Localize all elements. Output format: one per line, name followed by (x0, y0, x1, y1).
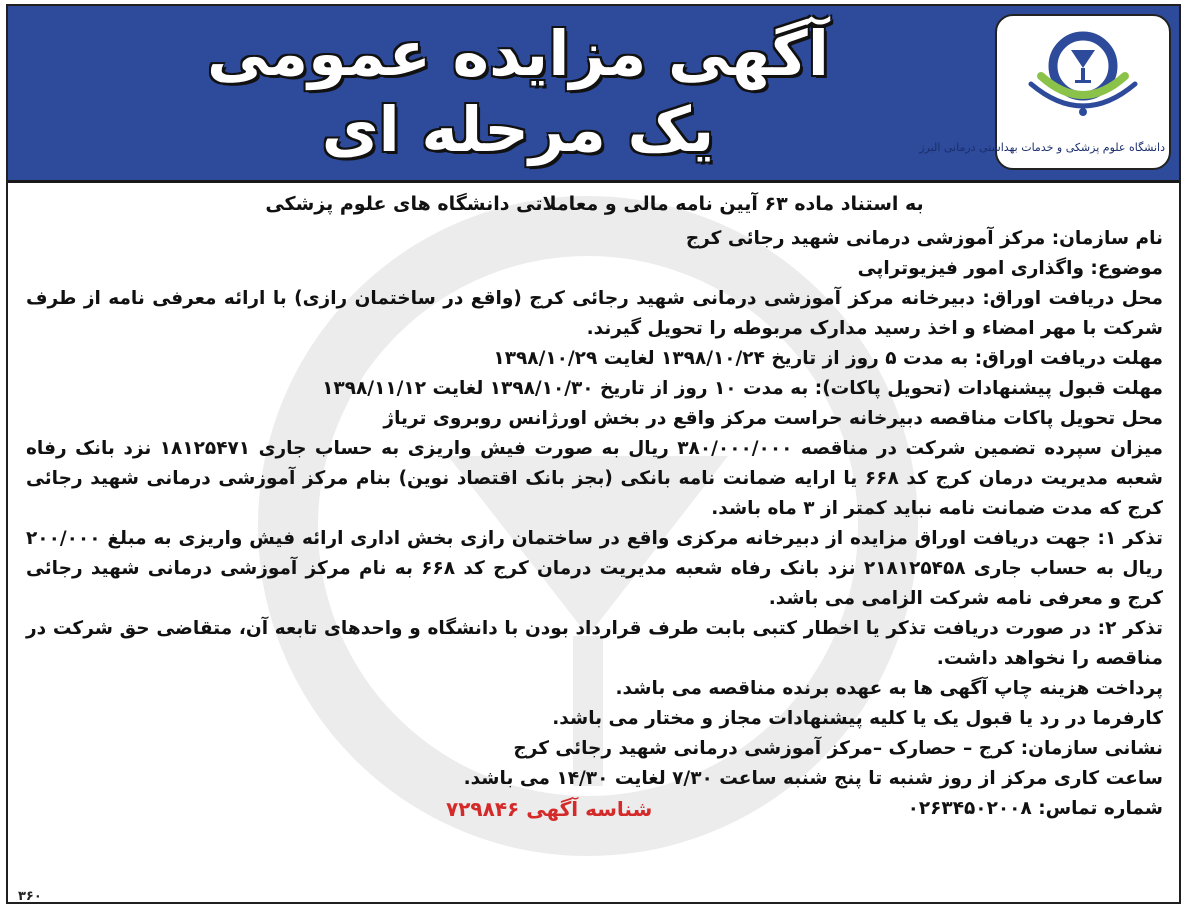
ad-frame (6, 4, 1181, 904)
title-line-2: یک مرحله ای (321, 93, 715, 166)
page-number: ۳۶۰ (18, 889, 42, 904)
footer-row (26, 794, 1163, 824)
note-2-paragraph: تذکر ۲: در صورت دریافت تذکر یا اخطار کتبی بابت طرف قرارداد بودن با دانشگاه و واحدهای تابعه آن، متقاضی حق شرکت در مناقصه را نخواهد داشت. (26, 618, 1163, 669)
ad-cost-line: پرداخت هزینه چاپ آگهی ها به عهده برنده مناقصه می باشد. (615, 678, 1163, 699)
ad-title (48, 12, 988, 172)
working-hours-line: ساعت کاری مرکز از روز شنبه تا پنج شنبه ساعت ۷/۳۰ لغایت ۱۴/۳۰ می باشد. (463, 768, 1163, 789)
documents-deadline-line: مهلت دریافت اوراق: به مدت ۵ روز از تاریخ ۱۳۹۸/۱۰/۲۴ لغایت ۱۳۹۸/۱۰/۲۹ (493, 348, 1163, 369)
proposals-deadline-line: مهلت قبول پیشنهادات (تحویل پاکات): به مدت ۱۰ روز از تاریخ ۱۳۹۸/۱۰/۳۰ لغایت ۱۳۹۸/۱۱/۱۲ (322, 378, 1163, 399)
ad-id-label: شناسه آگهی ۷۲۹۸۴۶ (446, 797, 653, 821)
deposit-paragraph: میزان سپرده تضمین شرکت در مناقصه ۳۸۰/۰۰۰/۰۰۰ ریال به صورت فیش واریزی به حساب جاری ۱۸۱۲۵۴۷۱ نزد بانک رفاه شعبه مدیریت درمان کرج کد ۶۶۸ یا ارایه ضمانت نامه بانکی (بجز بانک اقتصاد نوین) بنام مرکز آموزشی درمانی شهید رجائی کرج که مدت ضمانت نامه نباید کمتر از ۳ ماه باشد. (26, 438, 1164, 519)
phone-line: شماره تماس: ۰۲۶۳۴۵۰۲۰۰۸ (907, 798, 1163, 819)
ad-subtitle: به استناد ماده ۶۳ آیین نامه مالی و معاملاتی دانشگاه های علوم پزشکی (265, 193, 924, 215)
documents-location-line: محل دریافت اوراق: دبیرخانه مرکز آموزشی درمانی شهید رجائی کرج (واقع در ساختمان رازی) با ارائه معرفی نامه از طرف شرکت با مهر امضاء و اخذ رسید مدارک مربوطه را تحویل گیرند. (26, 288, 1163, 339)
subject-line: موضوع: واگذاری امور فیزیوتراپی (857, 258, 1163, 279)
logo-box (919, 14, 1171, 170)
title-line-1: آگهی مزایده عمومی (207, 17, 829, 90)
ad-body (26, 188, 1163, 892)
address-line: نشانی سازمان: کرج – حصارک –مرکز آموزشی درمانی شهید رجائی کرج (513, 738, 1163, 759)
delivery-location-line: محل تحویل پاکات مناقصه دبیرخانه حراست مرکز واقع در بخش اورژانس روبروی تریاژ (383, 408, 1163, 429)
logo-caption: دانشگاه علوم پزشکی و خدمات بهداشتی درمانی البرز (919, 141, 1165, 154)
university-emblem-icon (1027, 24, 1139, 124)
employer-rights-line: کارفرما در رد یا قبول یک یا کلیه پیشنهادات مجاز و مختار می باشد. (552, 708, 1163, 729)
note-1-paragraph: تذکر ۱: جهت دریافت اوراق مزایده از دبیرخانه مرکزی واقع در ساختمان رازی بخش اداری ارائه فیش واریزی به مبلغ ۲۰۰/۰۰۰ ریال به حساب جاری ۲۱۸۱۲۵۴۵۸ نزد بانک رفاه شعبه مدیریت درمان کرج کد ۶۶۸ به نام مرکز آموزشی درمانی شهید رجائی کرج و معرفی نامه شرکت الزامی می باشد. (26, 528, 1164, 609)
org-name-line: نام سازمان: مرکز آموزشی درمانی شهید رجائی کرج (685, 228, 1163, 249)
ad-header (8, 6, 1179, 183)
